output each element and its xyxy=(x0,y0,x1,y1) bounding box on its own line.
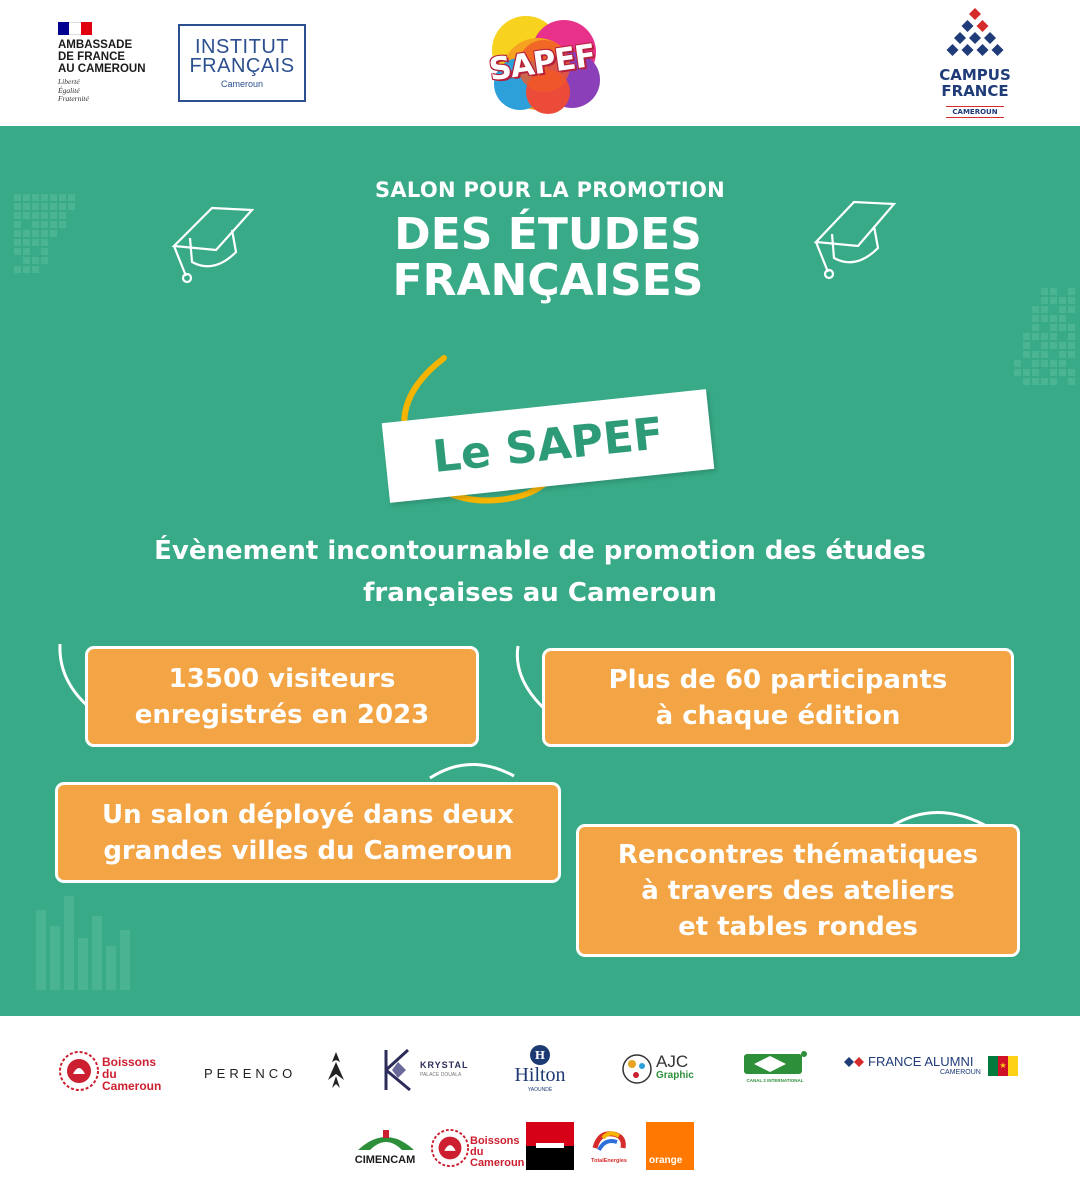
alumni-name: FRANCE ALUMNI xyxy=(868,1054,974,1069)
boissons-badge-icon xyxy=(430,1128,470,1168)
info-card-cities xyxy=(55,782,561,883)
header-bar xyxy=(0,0,1080,126)
info-card-visitors xyxy=(85,646,479,747)
institut-name: INSTITUT FRANÇAIS xyxy=(189,36,295,77)
institut-sub: Cameroun xyxy=(220,79,264,89)
campus-diamond xyxy=(962,20,974,32)
cameroon-flag-icon: ★ xyxy=(988,1056,1018,1076)
sg-black-band xyxy=(526,1146,574,1170)
total-name: TotalEnergies xyxy=(591,1158,627,1164)
campus-diamond xyxy=(969,8,981,20)
badge-label: Le SAPEF xyxy=(430,408,666,483)
svg-text:H: H xyxy=(534,1049,546,1062)
ambassade-name: AMBASSADE DE FRANCE AU CAMEROUN xyxy=(58,39,146,75)
main-panel xyxy=(0,126,1080,1016)
title-small: SALON POUR LA PROMOTION xyxy=(374,178,726,202)
alumni-diamonds-icon xyxy=(844,1057,866,1067)
sg-white-bar xyxy=(536,1143,564,1148)
institut-francais-logo[interactable] xyxy=(178,24,306,102)
boissons-name: Boissons du Cameroun xyxy=(102,1055,162,1093)
campus-diamond xyxy=(984,32,996,44)
sponsor-boissons-logo-2[interactable] xyxy=(430,1124,525,1172)
boissons-badge-icon xyxy=(58,1050,100,1092)
hilton-emblem-icon xyxy=(529,1044,551,1066)
campus-diamond-grid-icon xyxy=(935,8,1015,62)
republic-motto: Liberté Égalité Fraternité xyxy=(58,77,89,103)
campus-france-logo[interactable] xyxy=(924,8,1026,120)
ambassade-logo[interactable] xyxy=(58,22,168,104)
alumni-sub: CAMEROUN xyxy=(940,1069,981,1076)
cimencam-emblem-icon xyxy=(356,1128,416,1152)
info-card-text: Plus de 60 participants à chaque édition xyxy=(608,664,948,731)
info-card-workshops xyxy=(576,824,1020,957)
canal2-name: CANAL 2 INTERNATIONAL xyxy=(746,1078,804,1083)
campus-diamond xyxy=(962,44,974,56)
ajc-name: AJC xyxy=(656,1052,689,1071)
cimencam-name: CIMENCAM xyxy=(354,1154,416,1166)
orange-name: orange xyxy=(649,1155,683,1166)
info-card-text: Un salon déployé dans deux grandes villes du Cameroun xyxy=(101,799,514,866)
campus-sub: CAMEROUN xyxy=(946,106,1003,118)
ajc-sub: Graphic xyxy=(656,1070,694,1081)
krystal-name: KRYSTAL xyxy=(420,1060,469,1070)
hilton-sub: YAOUNDÉ xyxy=(527,1087,553,1093)
campus-diamond xyxy=(977,20,989,32)
info-card-text: 13500 visiteurs enregistrés en 2023 xyxy=(134,663,430,730)
campus-diamond xyxy=(969,32,981,44)
sponsor-total-logo[interactable] xyxy=(586,1128,632,1168)
tagline: Évènement incontournable de promotion des études françaises au Cameroun xyxy=(154,536,926,608)
sponsor-boissons-logo[interactable] xyxy=(58,1048,162,1094)
info-card-text: Rencontres thématiques à travers des ateliers et tables rondes xyxy=(617,839,979,942)
hilton-name: Hilton xyxy=(514,1064,566,1086)
sapef-logo-text: SAPEF xyxy=(486,37,598,89)
sponsor-krystal-logo[interactable] xyxy=(382,1046,468,1096)
canal2-emblem-icon xyxy=(738,1050,808,1080)
info-card-participants xyxy=(542,648,1014,747)
campus-diamond xyxy=(954,32,966,44)
bar-pattern-bottom xyxy=(36,896,130,990)
sponsor-hilton-logo[interactable] xyxy=(508,1044,572,1094)
sponsor-ajc-logo[interactable] xyxy=(620,1050,702,1090)
krystal-k-icon xyxy=(382,1046,416,1094)
sponsor-cimencam-logo[interactable] xyxy=(350,1128,420,1170)
sponsor-perenco-logo[interactable] xyxy=(204,1050,348,1094)
title-big: DES ÉTUDES FRANÇAISES xyxy=(392,209,704,306)
sponsors-bar xyxy=(0,1016,1080,1200)
boissons-name: Boissons du Cameroun xyxy=(470,1135,525,1169)
french-flag-icon xyxy=(58,22,92,35)
krystal-sub: PALACE DOUALA xyxy=(420,1072,462,1078)
campus-diamond xyxy=(992,44,1004,56)
campus-diamond xyxy=(947,44,959,56)
campus-name: CAMPUS FRANCE xyxy=(939,66,1011,100)
sapef-logo[interactable] xyxy=(474,10,610,120)
sponsor-orange-logo[interactable] xyxy=(646,1122,694,1170)
campus-diamond xyxy=(977,44,989,56)
total-swirl-icon xyxy=(589,1128,629,1156)
ajc-target-icon xyxy=(620,1052,654,1086)
sponsor-canal2-logo[interactable] xyxy=(738,1050,812,1090)
perenco-name: PERENCO xyxy=(204,1066,297,1081)
ermine-icon xyxy=(324,1050,348,1090)
sponsor-societe-generale-logo[interactable] xyxy=(526,1122,574,1170)
sponsor-france-alumni-logo[interactable] xyxy=(844,1054,1020,1082)
